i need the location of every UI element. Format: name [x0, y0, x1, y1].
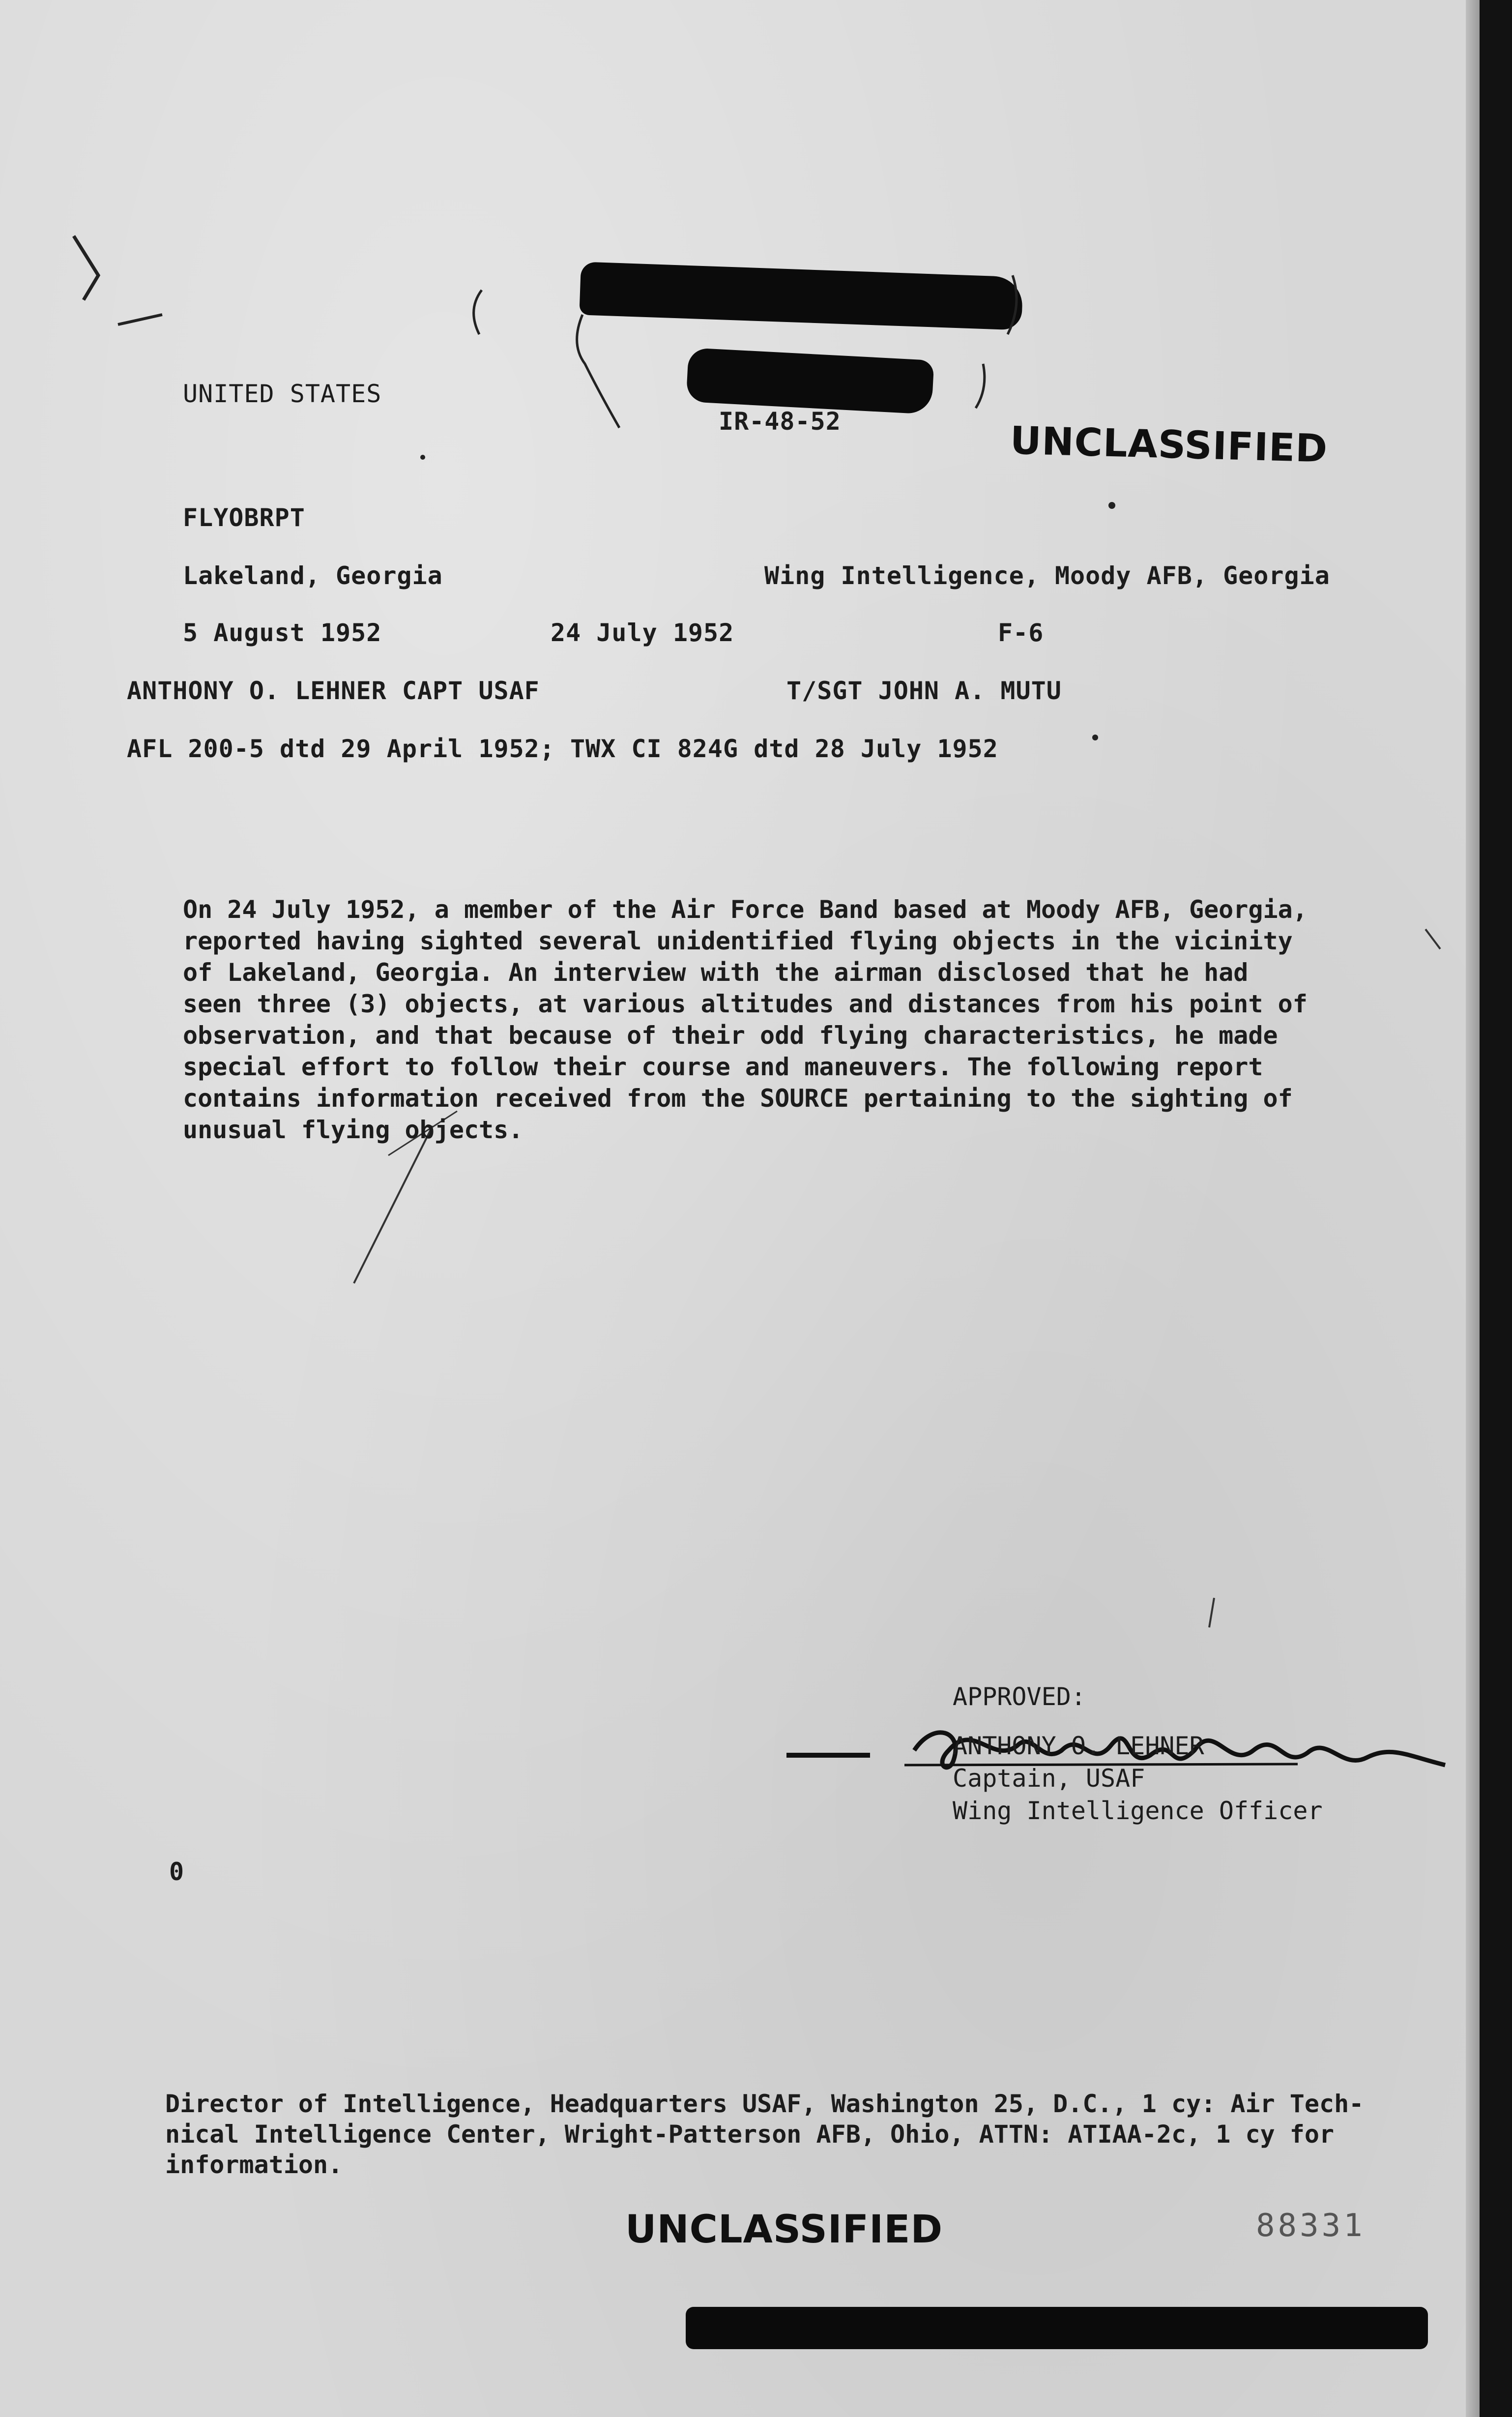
references-field: AFL 200-5 dtd 29 April 1952; TWX CI 824G dtd 28 July 1952 — [127, 735, 998, 763]
approved-label: APPROVED: — [953, 1682, 1086, 1711]
approver-name: ANTHONY O. LEHNER — [953, 1732, 1204, 1760]
classification-stamp-top: UNCLASSIFIED — [1009, 418, 1329, 472]
scan-border — [1480, 0, 1512, 2417]
summary-line: reported having sighted several unidentified flying objects in the vicinity — [183, 927, 1293, 955]
summary-line: unusual flying objects. — [183, 1116, 523, 1144]
approval-block — [953, 1680, 1323, 1827]
prepared-by-field: ANTHONY O. LEHNER CAPT USAF — [127, 677, 540, 705]
page-number: 88331 — [1256, 2208, 1366, 2244]
distribution-line: Director of Intelligence, Headquarters USAF, Washington 25, D.C., 1 cy: Air Tech- — [165, 2090, 1364, 2118]
subject-field: FLYOBRPT — [183, 503, 305, 532]
summary-line: seen three (3) objects, at various altitudes and distances from his point of — [183, 990, 1308, 1018]
country-line: UNITED STATES — [183, 380, 382, 408]
from-field: Wing Intelligence, Moody AFB, Georgia — [764, 561, 1330, 590]
report-number: IR-48-52 — [719, 407, 841, 436]
approver-rank: Captain, USAF — [953, 1764, 1145, 1793]
summary-paragraph — [183, 894, 1328, 1146]
summary-line: On 24 July 1952, a member of the Air Force Band based at Moody AFB, Georgia, — [183, 895, 1308, 924]
evaluation-field: F-6 — [998, 619, 1044, 647]
summary-line: contains information received from the SOURCE pertaining to the sighting of — [183, 1084, 1293, 1113]
summary-line: of Lakeland, Georgia. An interview with the airman disclosed that he had — [183, 958, 1249, 987]
enclosures-field: 0 — [169, 1857, 185, 1886]
distribution-line: nical Intelligence Center, Wright-Patterson AFB, Ohio, ATTN: ATIAA-2c, 1 cy for — [165, 2120, 1335, 2149]
source-field: T/SGT JOHN A. MUTU — [786, 677, 1062, 705]
summary-line: observation, and that because of their odd flying characteristics, he made — [183, 1021, 1278, 1050]
classification-stamp-bottom: UNCLASSIFIED — [625, 2208, 943, 2252]
area-field: Lakeland, Georgia — [183, 561, 443, 590]
date-of-info-field: 24 July 1952 — [551, 619, 734, 647]
distribution-block — [165, 2089, 1394, 2180]
summary-line: special effort to follow their course and maneuvers. The following report — [183, 1053, 1263, 1081]
approver-title: Wing Intelligence Officer — [953, 1797, 1323, 1825]
date-of-report-field: 5 August 1952 — [183, 619, 382, 647]
distribution-line: information. — [165, 2151, 343, 2179]
